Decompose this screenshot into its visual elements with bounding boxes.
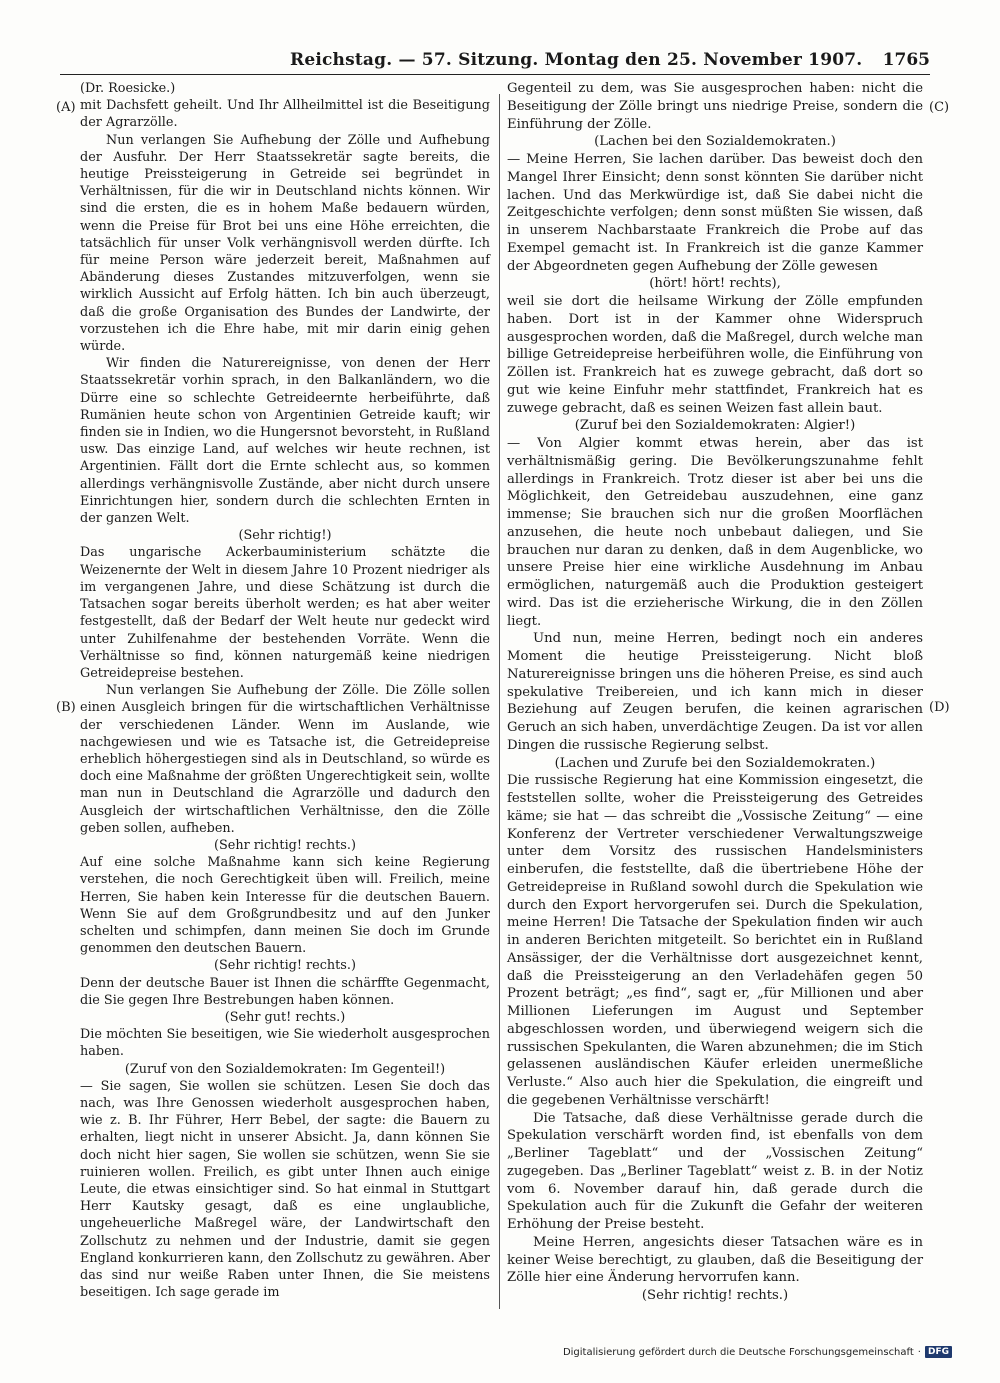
- paragraph: Gegenteil zu dem, was Sie ausgesprochen haben: nicht die Beseitigung der Zölle bringt uns niedrige Preise, sondern die Einführung der Zölle.: [507, 81, 923, 132]
- paragraph: Und nun, meine Herren, bedingt noch ein anderes Moment die heutige Preissteigerung. Nicht bloß Naturereignisse bringen uns die höheren Preise, es sind auch spekulative Treibereien, und ich kann mich in dieser Beziehung auf Zeugen berufen, die keinen agrarischen Geruch an sich haben, unverdächtige Zeugen. Da ist vor allen Dingen die russische Regierung selbst.: [507, 631, 923, 753]
- speaker-name: (Dr. Roesicke.): [80, 81, 176, 96]
- right-column: [507, 80, 923, 1305]
- stage-direction: (Zuruf von den Sozialdemokraten: Im Gegenteil!): [124, 1061, 446, 1077]
- paragraph: Wir finden die Naturereignisse, von denen der Herr Staatssekretär vorhin sprach, in den Balkanländern, wo die Dürre eine so schlechte Getreideernte herbeiführte, daß Rumänien heute schon von Argentinien Getreide kauft; wir finden sie in Indien, wo die Hungersnot bevorsteht, in Rußland usw. Das einzige Land, auf welches wir heute rechnen, ist Argentinien. Fällt dort die Ernte schlecht aus, so kommen allerdings verhängnisvolle Zustände, aber nicht durch unsere Einrichtungen hier, sondern durch die schlechten Ernten in der ganzen Welt.: [80, 356, 490, 527]
- stage-direction: (Sehr richtig! rechts.): [214, 837, 356, 853]
- dfg-logo: DFG: [925, 1346, 952, 1358]
- paragraph: — Von Algier kommt etwas herein, aber das ist verhältnismäßig gering. Die Bevölkerungszunahme fehlt allerdings in Frankreich. Trotz dieser ist aber bei uns die Möglichkeit, den Getreidebau auszudehnen, eine ganz immense; Sie brauchen sich nur die großen Moorflächen anzusehen, die heute noch unbebaut daliegen, und Sie brauchen nur daran zu denken, daß in dem Augenblicke, wo unsere Preise hier eine wirkliche Ausdehnung im Anbau ermöglichen, naturgemäß auch die Produktion gesteigert wird. Das ist die erzieherische Wirkung, die in den Zöllen liegt.: [507, 436, 923, 629]
- stage-direction: (Sehr richtig! rechts.): [214, 958, 356, 974]
- paragraph: Auf eine solche Maßnahme kann sich keine Regierung verstehen, die noch Gerechtigkeit üben will. Freilich, meine Herren, Sie haben kein Interesse für die deutschen Bauern. Wenn Sie auf dem Großgrundbesitz und auf den Junker schelten und schimpfen, dann meinen Sie doch im Grunde genommen den deutschen Bauern.: [80, 855, 490, 957]
- paragraph: — Meine Herren, Sie lachen darüber. Das beweist doch den Mangel Ihrer Einsicht; denn sonst könnten Sie darüber nicht lachen. Und das Merkwürdige ist, daß Sie dabei nicht die Zeitgeschichte verfolgen; denn sonst müßten Sie wissen, daß in unserem Nachbarstaate Frankreich die Probe auf das Exempel gemacht ist. In Frankreich ist die ganze Kammer der Abgeordneten gegen Aufhebung der Zölle gewesen: [507, 152, 923, 274]
- paragraph: Die möchten Sie beseitigen, wie Sie wiederholt ausgesprochen haben.: [80, 1027, 490, 1060]
- page-title: Reichstag. — 57. Sitzung. Montag den 25. November 1907.: [290, 50, 863, 70]
- stage-direction: (Sehr richtig!): [238, 528, 332, 544]
- paragraph: Die russische Regierung hat eine Kommission eingesetzt, die feststellen sollte, woher die Preissteigerung des Getreides käme; sie hat — das schreibt die „Vossische Zeitung“ — eine Konferenz der Vertreter verschiedener Verwaltungszweige unter dem Vorsitz des russischen Handelsministers einberufen, die feststellte, daß die übertriebene Höhe der Getreidepreise in Rußland sowohl durch die Spekulation wie durch den Export hervorgerufen sei. Durch die Spekulation, meine Herren! Die Tatsache der Spekulation finden wir auch in anderen Berichten mitgeteilt. So berichtet ein in Rußland Ansässiger, der die Verhältnisse dort ausgezeichnet kennt, daß die Preissteigerung an den Verladehäfen gegen 50 Prozent beträgt; „es find“, sagt er, „für Millionen und aber Millionen Lieferungen im August und September abgeschlossen worden, und überwiegend weigern sich die russischen Spekulanten, die Waren abzunehmen; die im Stich gelassenen ausländischen Käufer erleiden unermeßliche Verluste.“ Also auch hier die Spekulation, die eingreift und die gegebenen Verhältnisse verschärft!: [507, 773, 923, 1108]
- stage-direction: (Lachen bei den Sozialdemokraten.): [594, 134, 836, 150]
- margin-marker-a: (A): [56, 100, 76, 115]
- stage-direction: (Lachen und Zurufe bei den Sozialdemokraten.): [554, 755, 876, 771]
- stage-direction: (Sehr gut! rechts.): [224, 1009, 346, 1025]
- paragraph: weil sie dort die heilsame Wirkung der Zölle empfunden haben. Dort ist in der Kammer ohne Widerspruch ausgesprochen worden, daß die Maßregel, durch welche man billige Getreidepreise herbeiführen wolle, die Einführung von Zöllen ist. Frankreich hat es zuwege gebracht, daß dort so gut wie keine Einfuhr mehr stattfindet, Frankreich hat es zuwege gebracht, daß es seinen Weizen fast allein baut.: [507, 294, 923, 416]
- paragraph: Das ungarische Ackerbauministerium schätzte die Weizenernte der Welt in diesem Jahre 10 Prozent niedriger als im vergangenen Jahre, und diese Schätzung ist durch die Tatsachen sogar bereits überholt werden; es hat aber weiter festgestellt, daß der Bedarf der Welt heute nur gedeckt wird unter Zuhilfenahme der bestehenden Vorräte. Wenn die Verhältnisse so find, können naturgemäß keine niedrigen Getreidepreise bestehen.: [80, 545, 490, 681]
- page-header: [60, 44, 930, 75]
- left-column: [80, 80, 490, 1301]
- page-footer: Digitalisierung gefördert durch die Deutsche Forschungsgemeinschaft · DFG: [563, 1346, 952, 1358]
- paragraph: Die Tatsache, daß diese Verhältnisse gerade durch die Spekulation verschärft worden find, ist ebenfalls von dem „Berliner Tageblatt“ und der „Vossischen Zeitung“ zugegeben. Das „Berliner Tageblatt“ weist z. B. in der Notiz vom 6. November darauf hin, daß gerade durch die Spekulation auch für die Zukunft die Gefahr der weiteren Erhöhung der Preise besteht.: [507, 1110, 923, 1232]
- footer-text: Digitalisierung gefördert durch die Deutsche Forschungsgemeinschaft: [562, 1346, 914, 1358]
- margin-marker-c: (C): [929, 100, 950, 115]
- margin-marker-d: (D): [929, 700, 950, 715]
- paragraph: Nun verlangen Sie Aufhebung der Zölle und Aufhebung der Ausfuhr. Der Herr Staatssekretär sagte bereits, die heutige Preissteigerung in Getreide sei begründet in Verhältnissen, für die wir in Deutschland nichts können. Wir sind die ersten, die es in hohem Maße bedauern würden, wenn die Preise für Brot bei uns eine Höhe erreichten, die tatsächlich für unser Volk verhängnisvoll werden dürfte. Ich für meine Person wäre jederzeit bereit, Maßnahmen auf Abänderung dieses Zustandes mitzuverfolgen, wenn sie wirklich Aussicht auf Erfolg hätten. Ich bin auch überzeugt, daß die große Organisation des Bundes der Landwirte, der vorzustehen ich die Ehre habe, mit mir darin einig gehen würde.: [80, 132, 490, 355]
- column-divider: [499, 94, 500, 1309]
- paragraph: mit Dachsfett geheilt. Und Ihr Allheilmittel ist die Beseitigung der Agrarzölle.: [80, 98, 490, 131]
- paragraph: Nun verlangen Sie Aufhebung der Zölle. Die Zölle sollen einen Ausgleich bringen für die wirtschaftlichen Verhältnisse der verschiedenen Länder. Wenn im Auslande, wie nachgewiesen und wie es Tatsache ist, die Getreidepreise erheblich höhergestiegen sind als in Deutschland, so würde es doch eine Maßnahme der größten Ungerechtigkeit sein, wollte man nun in Deutschland die Agrarzölle und dadurch den Ausgleich der wirtschaftlichen Verhältnisse, den die Zölle geben sollen, aufheben.: [80, 683, 490, 836]
- paragraph: Meine Herren, angesichts dieser Tatsachen wäre es in keiner Weise berechtigt, zu glauben, daß die Beseitigung der Zölle hier eine Änderung hervorrufen kann.: [507, 1234, 923, 1286]
- stage-direction: (Zuruf bei den Sozialdemokraten: Algier!): [574, 418, 856, 434]
- margin-marker-b: (B): [56, 700, 76, 715]
- stage-direction: (hört! hört! rechts),: [649, 276, 781, 292]
- paragraph: — Sie sagen, Sie wollen sie schützen. Lesen Sie doch das nach, was Ihre Genossen wiederholt ausgesprochen haben, wie z. B. Ihr Führer, Herr Bebel, der sagte: die Bauern zu erhalten, liegt nicht in unserer Absicht. Ja, dann können Sie doch nicht hier sagen, Sie wollen sie schützen, wenn Sie sie ruinieren wollen. Freilich, es gibt unter Ihnen auch einige Leute, die etwas einsichtiger sind. So hat einmal in Stuttgart Herr Kautsky gesagt, daß es eine unglaubliche, ungeheuerliche Maßregel wäre, der Landwirtschaft den Zollschutz zu nehmen und der Industrie, damit sie gegen England konkurrieren kann, den Zollschutz zu gewähren. Aber das sind nur weiße Raben unter Ihnen, die Sie meistens beseitigen. Ich sage gerade im: [80, 1078, 490, 1301]
- page-number: 1765: [882, 50, 930, 70]
- stage-direction: (Sehr richtig! rechts.): [641, 1288, 789, 1303]
- paragraph: Denn der deutsche Bauer ist Ihnen die schärffte Gegenmacht, die Sie gegen Ihre Bestrebungen haben können.: [80, 975, 490, 1008]
